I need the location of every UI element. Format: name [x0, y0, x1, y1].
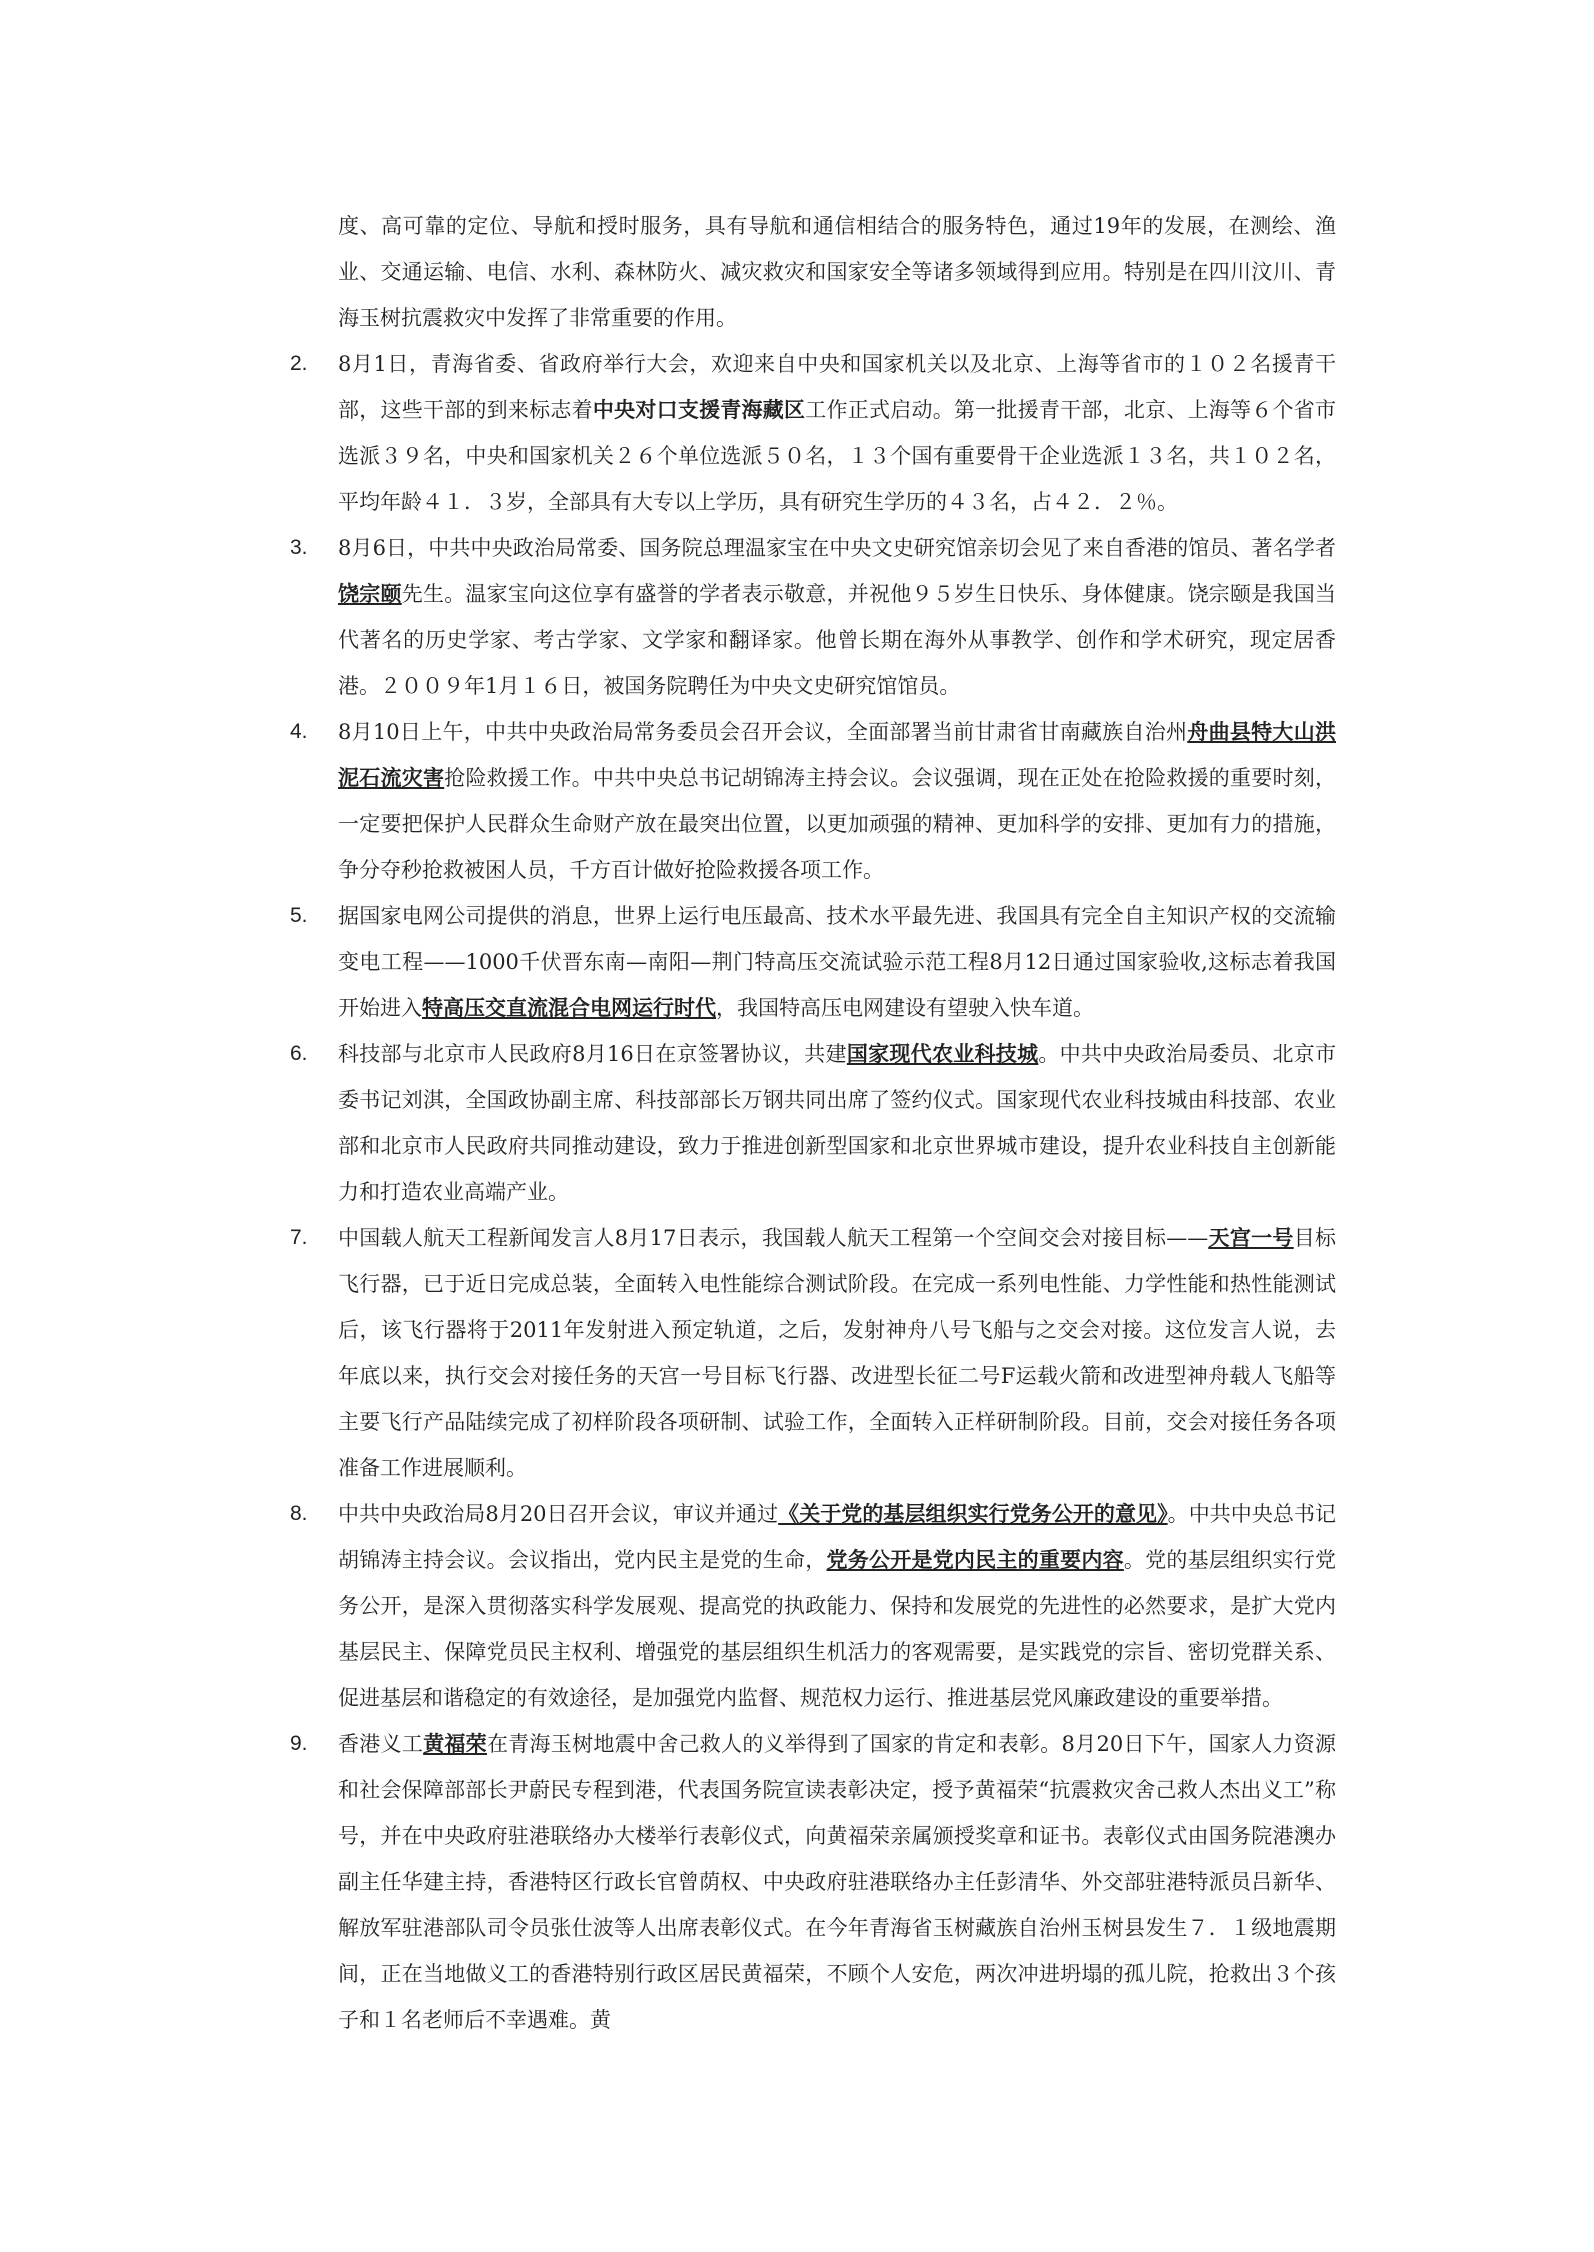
text-run: 据国家电网公司提供的消息，世界上运行电压最高、技术水平最先进、我国具有完全自主知识产权的交流输变电工程——1000千伏晋东南—南阳—荆门特高压交流试验示范工程8月12日通过国家验收,这标志着我国开始进入	[338, 904, 1336, 1020]
text-run: 。中共中央政治局委员、北京市委书记刘淇，全国政协副主席、科技部部长万钢共同出席了签约仪式。国家现代农业科技城由科技部、农业部和北京市人民政府共同推动建设，致力于推进创新型国家和北京世界城市建设，提升农业科技自主创新能力和打造农业高端产业。	[338, 1042, 1337, 1204]
text-run: 科技部与北京市人民政府8月16日在京签署协议，共建	[338, 1042, 847, 1066]
list-item-number: 6.	[290, 1042, 308, 1065]
highlighted-term: 舟曲县特大山洪泥石流灾害	[338, 719, 1336, 790]
list-item-number: 7.	[290, 1226, 308, 1249]
document-body	[290, 203, 1337, 2043]
list-item	[290, 709, 1337, 893]
list-item	[290, 1721, 1336, 2043]
list-item	[290, 1215, 1336, 1491]
text-run: 抢险救援工作。中共中央总书记胡锦涛主持会议。会议强调，现在正处在抢险救援的重要时刻，一定要把保护人民群众生命财产放在最突出位置，以更加顽强的精神、更加科学的安排、更加有力的措施，争分夺秒抢救被困人员，千方百计做好抢险救援各项工作。	[338, 766, 1337, 882]
text-run: 。党的基层组织实行党务公开，是深入贯彻落实科学发展观、提高党的执政能力、保持和发展党的先进性的必然要求，是扩大党内基层民主、保障党员民主权利、增强党的基层组织生机活力的客观需要，是实践党的宗旨、密切党群关系、促进基层和谐稳定的有效途径，是加强党内监督、规范权力运行、推进基层党风廉政建设的重要举措。	[338, 1548, 1337, 1710]
highlighted-term: 《关于党的基层组织实行党务公开的意见》	[778, 1501, 1168, 1526]
list-item-text	[338, 709, 1336, 893]
text-run: 8月10日上午，中共中央政治局常务委员会召开会议，全面部署当前甘肃省甘南藏族自治州	[338, 720, 1188, 744]
list-item-text	[338, 525, 1336, 709]
list-item-text	[338, 1491, 1336, 1721]
highlighted-term: 饶宗颐	[338, 581, 402, 606]
highlighted-term: 天宫一号	[1208, 1225, 1294, 1250]
list-item-number: 8.	[290, 1502, 308, 1525]
list-item-text	[338, 341, 1336, 525]
intro-paragraph: 度、高可靠的定位、导航和授时服务，具有导航和通信相结合的服务特色，通过19年的发展，在测绘、渔业、交通运输、电信、水利、森林防火、减灾救灾和国家安全等诸多领域得到应用。特别是在四川汶川、青海玉树抗震救灾中发挥了非常重要的作用。	[338, 214, 1336, 330]
text-run: 在青海玉树地震中舍己救人的义举得到了国家的肯定和表彰。8月20日下午，国家人力资源和社会保障部部长尹蔚民专程到港，代表国务院宣读表彰决定，授予黄福荣“抗震救灾舍己救人杰出义工”称号，并在中央政府驻港联络办大楼举行表彰仪式，向黄福荣亲属颁授奖章和证书。表彰仪式由国务院港澳办副主任华建主持，香港特区行政长官曾荫权、中央政府驻港联络办主任彭清华、外交部驻港特派员吕新华、解放军驻港部队司令员张仕波等人出席表彰仪式。在今年青海省玉树藏族自治州玉树县发生７．１级地震期间，正在当地做义工的香港特别行政区居民黄福荣，不顾个人安危，两次冲进坍塌的孤儿院，抢救出３个孩子和１名老师后不幸遇难。黄	[338, 1732, 1336, 2032]
text-run: 。中共中央总书记胡锦涛主持会议。会议指出，党内民主是党的生命，	[338, 1502, 1336, 1572]
text-run: 8月6日，中共中央政治局常委、国务院总理温家宝在中央文史研究馆亲切会见了来自香港的馆员、著名学者	[338, 536, 1336, 560]
list-item-number: 9.	[290, 1732, 308, 1755]
list-item	[290, 893, 1336, 1031]
list-item-number: 5.	[290, 904, 308, 927]
list-item	[290, 1031, 1337, 1215]
list-item-text	[338, 1721, 1336, 2043]
list-item-text	[338, 1215, 1336, 1491]
list-item-text	[338, 1031, 1336, 1215]
bold-term: 中央对口支援青海藏区	[592, 397, 806, 422]
list-item-number: 4.	[290, 720, 308, 743]
text-run: 先生。温家宝向这位享有盛誉的学者表示敬意，并祝他９５岁生日快乐、身体健康。饶宗颐是我国当代著名的历史学家、考古学家、文学家和翻译家。他曾长期在海外从事教学、创作和学术研究，现定居香港。２００９年1月１６日，被国务院聘任为中央文史研究馆馆员。	[338, 582, 1336, 698]
text-run: 香港义工	[338, 1732, 424, 1756]
highlighted-term: 国家现代农业科技城	[846, 1041, 1039, 1066]
text-run: 中共中央政治局8月20日召开会议，审议并通过	[338, 1502, 779, 1526]
highlighted-term: 黄福荣	[423, 1731, 487, 1756]
highlighted-term: 特高压交直流混合电网运行时代	[422, 995, 716, 1020]
list-item-text	[338, 893, 1336, 1031]
text-run: 8月1日，青海省委、省政府举行大会，欢迎来自中央和国家机关以及北京、上海等省市的１０２名援青干部，这些干部的到来标志着	[338, 352, 1336, 422]
text-run: ，我国特高压电网建设有望驶入快车道。	[716, 996, 1094, 1020]
text-run: 目标飞行器，已于近日完成总装，全面转入电性能综合测试阶段。在完成一系列电性能、力学性能和热性能测试后，该飞行器将于2011年发射进入预定轨道，之后，发射神舟八号飞船与之交会对接。这位发言人说，去年底以来，执行交会对接任务的天宫一号目标飞行器、改进型长征二号F运载火箭和改进型神舟载人飞船等主要飞行产品陆续完成了初样阶段各项研制、试验工作，全面转入正样研制阶段。目前，交会对接任务各项准备工作进展顺利。	[338, 1226, 1336, 1480]
list-item	[290, 1491, 1337, 1721]
highlighted-term: 党务公开是党内民主的重要内容	[826, 1547, 1124, 1572]
text-run: 中国载人航天工程新闻发言人8月17日表示，我国载人航天工程第一个空间交会对接目标——	[338, 1226, 1209, 1250]
list-item-number: 2.	[290, 352, 308, 375]
text-run: 工作正式启动。第一批援青干部，北京、上海等６个省市选派３９名，中央和国家机关２６个单位选派５０名，１３个国有重要骨干企业选派１３名，共１０２名，平均年龄４１．３岁，全部具有大专以上学历，具有研究生学历的４３名，占４２．２％。	[338, 398, 1337, 514]
list-item	[290, 341, 1337, 525]
numbered-list	[290, 341, 1337, 2043]
list-item-number: 3.	[290, 536, 308, 559]
list-item	[290, 525, 1336, 709]
